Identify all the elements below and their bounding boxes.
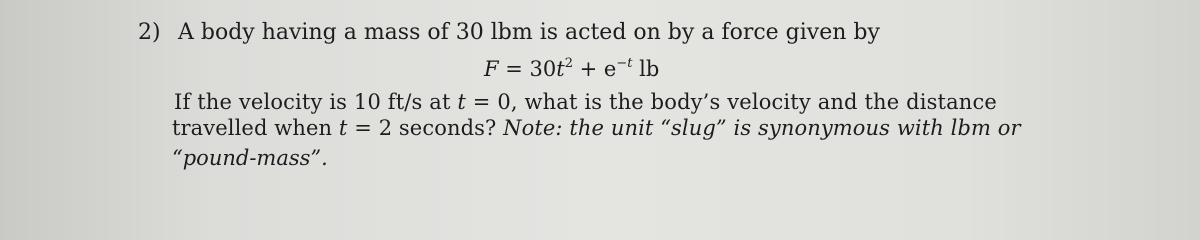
problem-intro-text: A body having a mass of 30 lbm is acted on by a force given by: [178, 20, 880, 45]
line3-t-variable: t: [338, 116, 348, 140]
problem-text-line-4: [172, 148, 328, 169]
equation-e-exponent: −t: [616, 56, 633, 71]
equation-t-exponent: 2: [564, 56, 573, 71]
line2-pre: If the velocity is 10 ft/s at: [174, 90, 458, 114]
problem-text-line-2: [174, 92, 997, 113]
equation-t-variable: t: [556, 57, 565, 81]
line2-t-variable: t: [457, 90, 466, 114]
line2-post: = 0, what is the body’s velocity and the distance: [465, 90, 997, 114]
problem-number: 2): [138, 20, 161, 45]
equation-lhs: F: [484, 57, 499, 81]
line3-note: Note: the unit “slug” is synonymous with lbm or: [503, 116, 1021, 140]
equation-plus-e: + e: [572, 57, 617, 81]
equation-equals: = 30: [498, 57, 557, 81]
line3-mid: = 2 seconds?: [347, 116, 504, 140]
problem-intro-line: [138, 22, 880, 44]
line3-pre: travelled when: [172, 116, 339, 140]
line4-note: “pound-mass”.: [172, 146, 328, 170]
equation-unit: lb: [632, 57, 660, 81]
problem-text-line-3: [172, 118, 1021, 139]
force-equation: [484, 56, 660, 81]
